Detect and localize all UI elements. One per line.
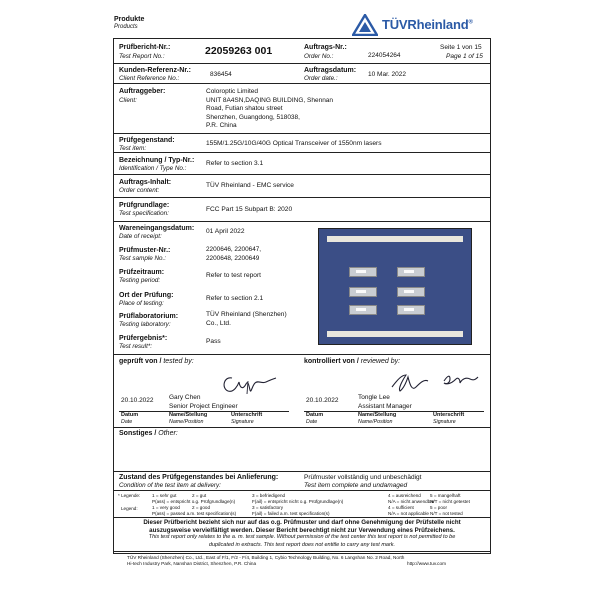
page-en: Page 1 of 15 [446, 53, 483, 60]
col-sign-en: Signature [433, 419, 456, 425]
result-label-en: Test result*: [119, 343, 153, 350]
triangle-logo-icon [352, 14, 378, 36]
legend-item: N/T = nicht getestet [430, 499, 470, 504]
spec-value: FCC Part 15 Subpart B: 2020 [206, 206, 293, 213]
legend-item: 3 = befriedigend [252, 493, 286, 498]
client-ref-label: Kunden-Referenz-Nr.: [119, 67, 191, 74]
col-date: Date [306, 419, 318, 425]
footer-address-2: Hi-tech Industry Park, Nanshan District, Shenzhen, P.R. China [127, 561, 257, 566]
photo-ruler-bottom [327, 331, 463, 337]
disclaimer-de-1: Dieser Prüfbericht bezieht sich nur auf das o.g. Prüfmuster und darf ohne Genehmigung der Prüfstelle nicht [143, 519, 461, 526]
footer-website: http://www.tuv.com [407, 561, 446, 566]
tested-name: Gary Chen [169, 394, 201, 401]
period-label-en: Testing period: [119, 277, 161, 284]
legend-label-en: Legend: [121, 506, 138, 511]
client-line: P.R. China [206, 122, 237, 129]
sample-label: Prüfmuster-Nr.: [119, 247, 171, 254]
order-number: 224054264 [368, 52, 401, 59]
legend-item: 2 = gut [192, 493, 207, 498]
period-label: Prüfzeitraum: [119, 269, 165, 276]
tested-date: 20.10.2022 [121, 397, 154, 404]
client-line: Road, Futian shatou street [206, 105, 283, 112]
reviewed-title: Assistant Manager [358, 403, 412, 410]
col-datum: Datum [121, 412, 139, 418]
order-date-value: 10 Mar. 2022 [368, 71, 406, 78]
divider [113, 83, 491, 84]
client-label: Auftraggeber: [119, 88, 166, 95]
reviewed-by-label [304, 358, 400, 365]
divider [113, 427, 491, 428]
client-address [206, 88, 333, 131]
footer-address-1: TÜV Rheinland (Shenzhen) Co., Ltd., East of F/1, F/2 - F/4, Building 1, Cybio Technology Building, No. 6 Langshan No. 2 Road, North [127, 555, 405, 560]
reviewed-by-en: reviewed by: [360, 358, 401, 365]
report-no-label: Prüfbericht-Nr.: [119, 44, 171, 51]
place-label: Ort der Prüfung: [119, 292, 174, 299]
other-label-en: Other: [158, 430, 178, 437]
condition-label: Zustand des Prüfgegenstandes bei Anlieferung: [119, 474, 279, 481]
client-ref-label-en: Client Reference No.: [119, 75, 180, 82]
col-sign-de: Unterschrift [433, 412, 465, 418]
legend-item: 3 = satisfactory [252, 505, 284, 510]
client-line: Coloroptic Limited [206, 88, 259, 95]
lab-value-1: TÜV Rheinland (Shenzhen) [206, 311, 287, 318]
result-label: Prüfergebnis*: [119, 335, 168, 342]
tested-by-de: geprüft von / [119, 358, 162, 365]
client-line: UNIT 8A4SN,DAQING BUILDING, Shennan [206, 96, 334, 104]
reviewed-name: Tongle Lee [358, 394, 390, 401]
place-value: Refer to section 2.1 [206, 295, 264, 302]
ident-label: Bezeichnung / Typ-Nr.: [119, 157, 195, 164]
report-number: 22059263 001 [205, 45, 273, 57]
order-content-label-en: Order content: [119, 187, 160, 194]
legend-item: 2 = good [192, 505, 211, 510]
order-content-value: TÜV Rheinland - EMC service [206, 182, 294, 189]
divider [113, 152, 491, 153]
col-sign-en: Signature [231, 419, 254, 425]
tuv-logo [352, 14, 487, 36]
header-products-de: Produkte [114, 16, 145, 23]
divider [113, 471, 491, 472]
client-ref-value: 836454 [210, 71, 232, 78]
tested-title: Senior Project Engineer [169, 403, 238, 410]
tester-signature [218, 372, 278, 398]
receipt-label: Wareneingangsdatum: [119, 225, 195, 232]
test-sample-photo [318, 228, 472, 345]
client-label-en: Client: [119, 97, 137, 104]
other-label-de: Sonstiges / [119, 430, 157, 437]
reviewed-date: 20.10.2022 [306, 397, 339, 404]
col-datum: Datum [306, 412, 324, 418]
order-content-label: Auftrags-Inhalt: [119, 179, 172, 186]
period-value: Refer to test report [206, 272, 261, 279]
spec-label-en: Test specification: [119, 210, 169, 217]
transceiver-module [397, 267, 425, 277]
lab-value-2: Co., Ltd. [206, 320, 231, 327]
lab-label: Prüflaboratorium: [119, 313, 179, 320]
condition-label-en: Condition of the test item at delivery: [119, 482, 221, 489]
sample-label-en: Test sample No.: [119, 255, 167, 262]
other-label [119, 430, 178, 437]
receipt-label-en: Date of receipt: [119, 233, 162, 240]
col-name-de: Name/Stellung [358, 412, 397, 418]
divider [113, 354, 491, 355]
reviewed-by-de: kontrolliert von / [304, 358, 359, 365]
col-name-en: Name/Position [169, 419, 204, 425]
client-line: Shenzhen, Guangdong, 518038, [206, 113, 300, 121]
divider [113, 63, 491, 64]
order-no-label-en: Order No.: [304, 53, 334, 60]
legend-item: 5 = mangelhaft [430, 493, 461, 498]
transceiver-module [397, 287, 425, 297]
order-date-label: Auftragsdatum: [304, 67, 357, 74]
col-date: Date [121, 419, 133, 425]
place-label-en: Place of testing: [119, 300, 164, 307]
divider [113, 517, 491, 518]
condition-value: Prüfmuster vollständig und unbeschädigt [304, 474, 422, 481]
legend-item: P(ass) = passed a.m. test specification(s) [152, 511, 237, 516]
legend-item: N/A = nicht anwendbar [388, 499, 435, 504]
photo-ruler-top [327, 236, 463, 242]
col-name-en: Name/Position [358, 419, 393, 425]
test-item-label-en: Test item: [119, 145, 147, 152]
lab-label-en: Testing laboratory: [119, 321, 171, 328]
legend-item: 4 = ausreichend [388, 493, 421, 498]
logo-registered: ® [468, 19, 473, 26]
disclaimer-en-1: This test report only relates to the a. m. test sample. Without permission of the test center this test report is not permitted to be [148, 534, 456, 540]
spec-label: Prüfgrundlage: [119, 202, 170, 209]
legend-item: N/A = not applicable [388, 511, 429, 516]
sample-value-2: 2200648, 2200649 [206, 255, 260, 262]
col-name-de: Name/Stellung [169, 412, 208, 418]
reviewer-signature [388, 369, 482, 395]
logo-text: TÜVRheinland [382, 17, 469, 32]
divider [113, 133, 491, 134]
condition-value-en: Test item complete and undamaged [304, 482, 408, 489]
legend-item: F(ail) = failed a.m. test specification(s) [252, 511, 330, 516]
transceiver-module [349, 305, 377, 315]
tested-by-en: tested by: [163, 358, 194, 365]
result-value: Pass [206, 338, 221, 345]
disclaimer-en-2: duplicated in extracts. This test report does not entitle to carry any test mark. [208, 541, 396, 548]
ident-label-en: Identification / Type No.: [119, 165, 187, 172]
test-item-label: Prüfgegenstand: [119, 137, 175, 144]
tested-by-label [119, 358, 194, 365]
divider [113, 551, 491, 552]
legend-item: F(ail) = entspricht nicht o.g. Prüfgrundlage(n) [252, 499, 344, 504]
divider [113, 221, 491, 222]
legend-item: N/T = not tested [430, 511, 463, 516]
order-date-label-en: Order date.: [304, 75, 338, 82]
legend-item: 1 = very good [152, 505, 180, 510]
page-de: Seite 1 von 15 [440, 44, 482, 51]
legend-item: 4 = sufficient [388, 505, 414, 510]
divider [113, 174, 491, 175]
transceiver-module [349, 267, 377, 277]
legend-label-de: * Legende: [118, 493, 141, 498]
report-no-label-en: Test Report No.: [119, 53, 165, 60]
ident-value: Refer to section 3.1 [206, 160, 264, 167]
transceiver-module [349, 287, 377, 297]
divider [113, 197, 491, 198]
disclaimer [114, 519, 490, 549]
header-products-en: Products [114, 24, 138, 30]
legend-item: 5 = poor [430, 505, 447, 510]
test-item-value: 155M/1.25G/10G/40G Optical Transceiver of 1550nm lasers [206, 140, 382, 147]
legend-item: P(ass) = entspricht o.g. Prüfgrundlage(n) [152, 499, 236, 504]
divider [113, 490, 491, 491]
transceiver-module [397, 305, 425, 315]
receipt-value: 01 April 2022 [206, 228, 245, 235]
col-sign-de: Unterschrift [231, 412, 263, 418]
order-no-label: Auftrags-Nr.: [304, 44, 347, 51]
sample-value-1: 2200646, 2200647, [206, 246, 262, 253]
disclaimer-de-2: auszugsweise vervielfältigt werden. Dieser Bericht berechtigt nicht zur Verwendung eines Prüfzeichens. [149, 526, 455, 534]
legend-item: 1 = sehr gut [152, 493, 177, 498]
